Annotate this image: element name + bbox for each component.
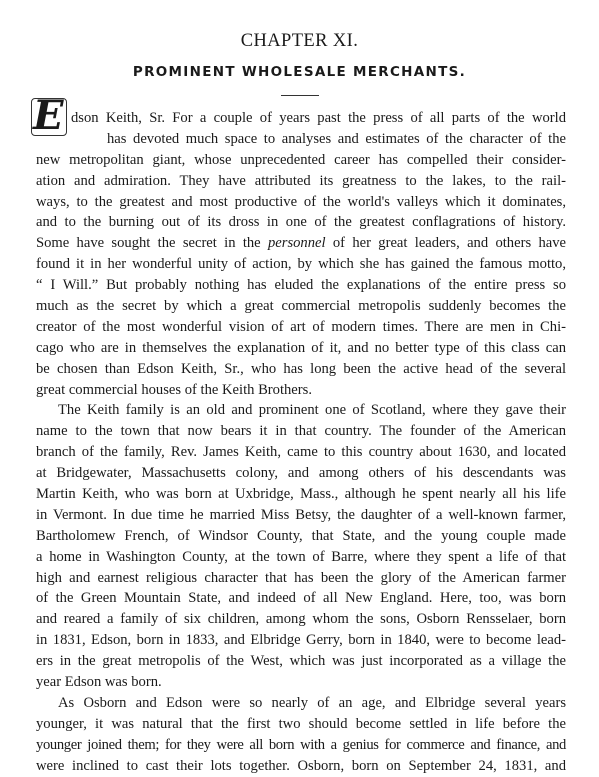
text-line: ways, to the greatest and most productive of the world's valleys which it dominates, — [36, 193, 566, 210]
text-line: at Bridgewater, Massachusetts colony, and among others of his descendants was — [36, 465, 566, 482]
drop-cap-initial: E — [33, 97, 67, 135]
chapter-heading: CHAPTER XI. — [240, 31, 359, 51]
emphasis-personnel: personnel — [267, 235, 326, 252]
text-line: were inclined to cast their lots together. Osborn, born on September 24, 1831, and — [36, 757, 566, 774]
text-line: dson Keith, Sr. For a couple of years past the press of all parts of the world — [71, 110, 566, 126]
text-line: has devoted much space to analyses and estimates of the character of the — [107, 130, 566, 147]
title-divider — [281, 95, 319, 96]
text-line: and reared a family of six children, among whom the sons, Osborn Rensselaer, born — [36, 611, 566, 628]
text-line: in Vermont. In due time he married Miss Betsy, the daughter of a well-known farmer, — [36, 506, 566, 523]
text-line: younger, it was natural that the first two should become settled in life before the — [36, 715, 566, 732]
text-line: The Keith family is an old and prominent one of Scotland, where they gave their — [58, 402, 566, 419]
text-line: younger joined them; for they were all born with a genius for commerce and finance, and — [36, 736, 566, 753]
text-line: of the Green Mountain State, and indeed of all New England. Here, too, was born — [36, 590, 566, 607]
text-line: found it in her wonderful unity of action, by which she has gained the famous motto, — [36, 256, 566, 273]
text-line: branch of the family, Rev. James Keith, came to this country about 1630, and located — [36, 444, 566, 461]
text-line: great commercial houses of the Keith Brothers. — [36, 381, 312, 398]
text-line: ers in the great metropolis of the West, which was just incorporated as a village the — [36, 653, 566, 670]
body-text — [36, 108, 566, 777]
text-line: be chosen than Edson Keith, Sr., who has long been the active head of the several — [36, 360, 566, 377]
text-line: Bartholomew French, of Windsor County, that State, and the young couple made — [36, 527, 566, 544]
text-line: “ I Will.” But probably nothing has eluded the explanations of the entire press so — [36, 277, 566, 294]
text-line: new metropolitan giant, whose unprecedented career has compelled their consider- — [36, 151, 566, 168]
text-line: in 1831, Edson, born in 1833, and Elbridge Gerry, born in 1840, were to become lead- — [36, 632, 566, 649]
text-line: year Edson was born. — [36, 674, 162, 691]
text-line: Some have sought the secret in the personnel of her great leaders, and others have — [36, 235, 566, 252]
text-line: ation and admiration. They have attributed its greatness to the lakes, to the rail- — [36, 172, 566, 189]
text-line: a home in Washington County, at the town of Barre, where they spent a life of that — [36, 548, 566, 565]
chapter-subtitle: PROMINENT WHOLESALE MERCHANTS. — [132, 64, 467, 80]
text-line: cago who are in themselves the explanation of it, and no better type of this class can — [36, 339, 566, 356]
text-line: much as the secret by which a great commercial metropolis suddenly becomes the — [36, 298, 566, 315]
text-line: name to the town that now bears it in that country. The founder of the American — [36, 423, 566, 440]
text-line: high and earnest religious character that has been the glory of the American farmer — [36, 569, 566, 586]
text-line: As Osborn and Edson were so nearly of an age, and Elbridge several years — [58, 694, 566, 711]
text-line: and to the burning out of its dross in one of the greatest conflagrations of history. — [36, 214, 566, 231]
text-line: Martin Keith, who was born at Uxbridge, Mass., although he spent nearly all his life — [36, 486, 566, 503]
text-line: creator of the most wonderful vision of art of modern times. There are men in Chi- — [36, 318, 566, 335]
